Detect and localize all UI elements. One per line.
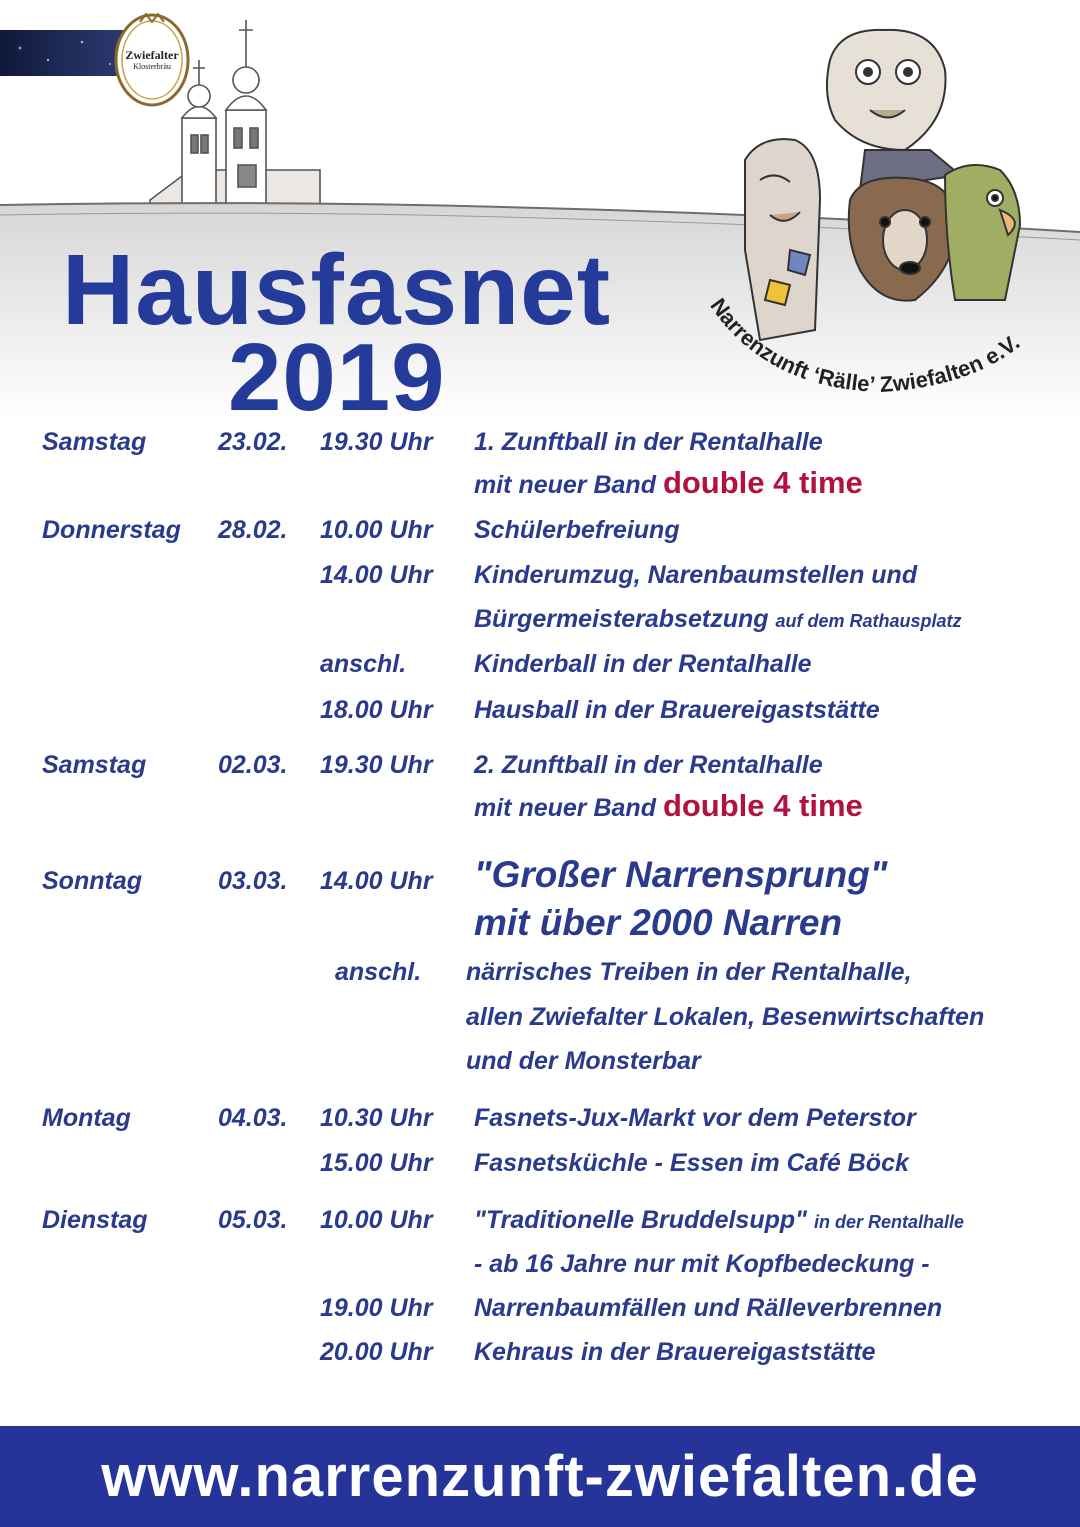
date-label: 23.02. (218, 428, 288, 456)
event-text (474, 604, 962, 636)
event-text-main: "Traditionelle Bruddelsupp" (474, 1206, 807, 1234)
day-label: Sonntag (42, 867, 142, 895)
day-label: Dienstag (42, 1206, 148, 1234)
event-text-prefix: mit neuer Band (474, 471, 656, 499)
event-text: Narrenbaumfällen und Rälleverbrennen (474, 1294, 943, 1322)
band-name: double 4 time (662, 788, 863, 823)
event-highlight: "Großer Narrensprung" (474, 854, 888, 895)
event-text: Schülerbefreiung (474, 516, 680, 544)
brewery-logo-subtext: Klosterbräu (133, 62, 171, 71)
event-text: Fasnets-Jux-Markt vor dem Peterstor (474, 1104, 916, 1132)
page-title: Hausfasnet (62, 234, 612, 346)
time-label: 20.00 Uhr (320, 1338, 433, 1366)
event-text: Kinderball in der Rentalhalle (474, 650, 812, 678)
date-label: 03.03. (218, 867, 288, 895)
time-label: 14.00 Uhr (320, 867, 433, 895)
event-text: und der Monsterbar (466, 1047, 701, 1075)
event-text: Hausball in der Brauereigaststätte (474, 696, 880, 724)
page-title-year: 2019 (228, 324, 446, 431)
event-text (474, 1205, 964, 1237)
event-text (474, 788, 863, 823)
club-name-text: Narrenzunft ‘Rälle’ Zwiefalten e.V. (705, 293, 1025, 398)
event-text: Fasnetsküchle - Essen im Café Böck (474, 1149, 909, 1177)
event-text-note: auf dem Rathausplatz (775, 611, 962, 631)
time-label: anschl. (335, 958, 422, 986)
time-label: anschl. (320, 650, 407, 678)
time-label: 14.00 Uhr (320, 561, 433, 589)
band-name: double 4 time (662, 465, 863, 500)
event-text-prefix: mit neuer Band (474, 794, 656, 822)
day-label: Samstag (42, 751, 147, 779)
date-label: 05.03. (218, 1206, 288, 1234)
event-text: 2. Zunftball in der Rentalhalle (474, 751, 823, 779)
event-text-note: in der Rentalhalle (813, 1212, 964, 1232)
day-label: Samstag (42, 428, 147, 456)
event-text: Kinderumzug, Narenbaumstellen und (474, 561, 918, 589)
footer-bar (0, 1426, 1080, 1527)
day-label: Donnerstag (42, 516, 181, 544)
event-text: allen Zwiefalter Lokalen, Besenwirtschaften (466, 1003, 985, 1031)
time-label: 18.00 Uhr (320, 696, 433, 724)
event-text-main: Bürgermeisterabsetzung (474, 605, 769, 633)
event-text: Kehraus in der Brauereigaststätte (474, 1338, 876, 1366)
time-label: 15.00 Uhr (320, 1149, 433, 1177)
time-label: 19.30 Uhr (320, 751, 433, 779)
time-label: 19.30 Uhr (320, 428, 433, 456)
time-label: 10.00 Uhr (320, 516, 433, 544)
event-text (474, 465, 863, 500)
website-link[interactable]: www.narrenzunft-zwiefalten.de (101, 1444, 979, 1509)
beer-bottle-strip (0, 30, 130, 76)
time-label: 19.00 Uhr (320, 1294, 433, 1322)
date-label: 04.03. (218, 1104, 288, 1132)
date-label: 28.02. (218, 516, 288, 544)
brewery-logo-text: Zwiefalter (125, 48, 179, 62)
day-label: Montag (42, 1104, 131, 1132)
time-label: 10.00 Uhr (320, 1206, 433, 1234)
date-label: 02.03. (218, 751, 288, 779)
event-text: 1. Zunftball in der Rentalhalle (474, 428, 823, 456)
event-highlight: mit über 2000 Narren (474, 902, 843, 943)
time-label: 10.30 Uhr (320, 1104, 433, 1132)
fools-masks-illustration (745, 30, 1020, 340)
event-text: närrisches Treiben in der Rentalhalle, (466, 958, 912, 986)
event-text: - ab 16 Jahre nur mit Kopfbedeckung - (474, 1250, 930, 1278)
